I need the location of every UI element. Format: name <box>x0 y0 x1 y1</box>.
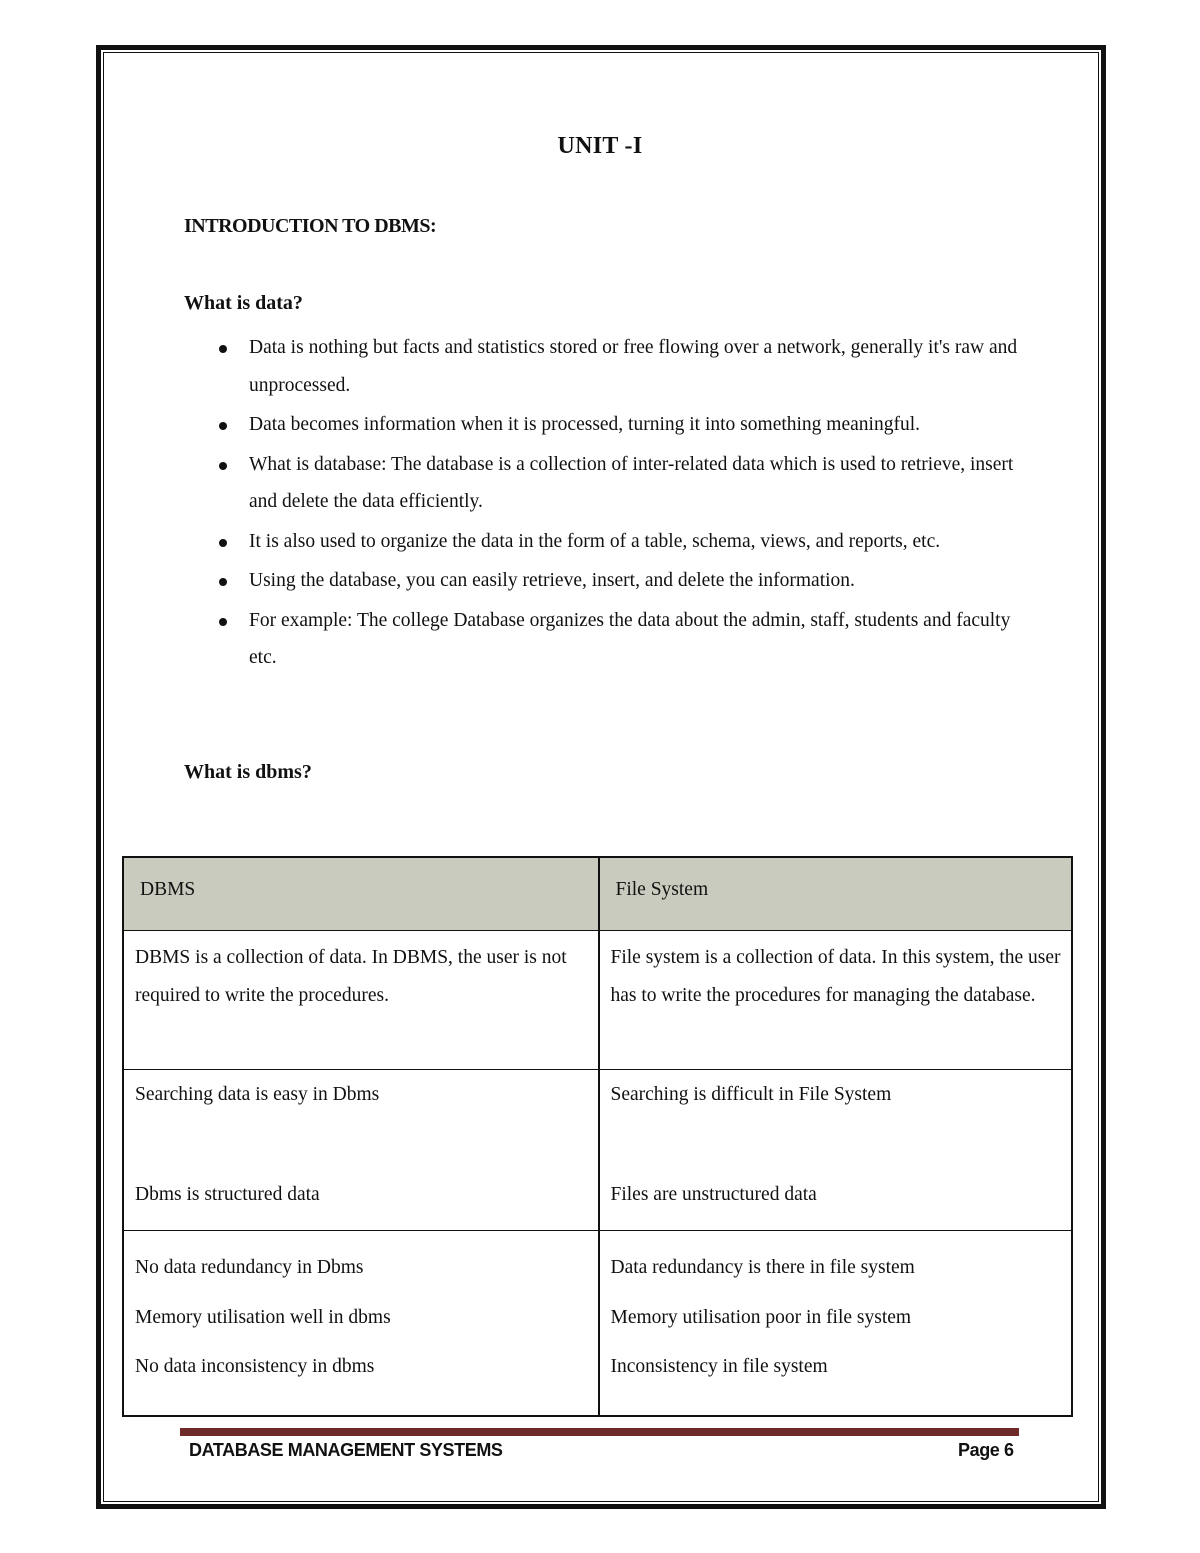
bullet-text: Data becomes information when it is processed, turning it into something meaningful. <box>249 414 920 435</box>
cell-line: Memory utilisation poor in file system <box>610 1306 912 1328</box>
cell-line: No data inconsistency in dbms <box>135 1356 375 1377</box>
what-is-dbms-heading: What is dbms? <box>184 761 312 783</box>
page-number: Page 6 <box>958 1440 1014 1460</box>
bullet-text: For example: The college Database organizes the data about the admin, staff, students and faculty etc. <box>249 609 1011 668</box>
bullet-dot-icon <box>219 345 227 353</box>
cell-line: Searching is difficult in File System <box>610 1084 892 1105</box>
bullet-item <box>214 406 1024 444</box>
table-cell-file-system <box>598 1070 1072 1230</box>
table-cell-file-system: File system is a collection of data. In this system, the user has to write the procedures for managing the database. <box>598 931 1072 1069</box>
data-bullet-list <box>214 329 1024 679</box>
cell-line: Files are unstructured data <box>610 1184 817 1205</box>
bullet-item <box>214 523 1024 561</box>
footer-title: DATABASE MANAGEMENT SYSTEMS <box>189 1440 503 1460</box>
cell-line: Data redundancy is there in file system <box>610 1257 915 1278</box>
bullet-text: It is also used to organize the data in the form of a table, schema, views, and reports, etc. <box>249 530 941 552</box>
bullet-item <box>214 602 1024 677</box>
cell-line: Memory utilisation well in dbms <box>135 1306 391 1328</box>
bullet-dot-icon <box>219 618 227 626</box>
bullet-dot-icon <box>219 539 227 547</box>
footer-rule <box>180 1428 1019 1436</box>
header-cell-file-system: File System <box>598 858 1072 930</box>
cell-line: No data redundancy in Dbms <box>135 1257 364 1278</box>
cell-line: Dbms is structured data <box>135 1184 320 1205</box>
table-header-row <box>124 858 1071 930</box>
bullet-text: Data is nothing but facts and statistics stored or free flowing over a network, generally it's raw and unprocessed. <box>249 337 1018 396</box>
intro-heading: INTRODUCTION TO DBMS: <box>184 215 437 237</box>
bullet-item <box>214 446 1024 521</box>
cell-line: Inconsistency in file system <box>610 1356 828 1377</box>
bullet-text: Using the database, you can easily retrieve, insert, and delete the information. <box>249 570 855 591</box>
header-cell-dbms: DBMS <box>140 879 196 900</box>
table-cell-dbms <box>124 1070 598 1230</box>
table-cell-dbms <box>124 1231 598 1415</box>
bullet-dot-icon <box>219 462 227 470</box>
table-row <box>124 930 1071 1069</box>
unit-title: UNIT -I <box>557 133 643 159</box>
table-cell-dbms: DBMS is a collection of data. In DBMS, the user is not required to write the procedures. <box>135 947 567 1006</box>
table-cell-file-system <box>598 1231 1072 1415</box>
bullet-item <box>214 329 1024 404</box>
bullet-text: What is database: The database is a collection of inter-related data which is used to retrieve, insert and delete the data efficiently. <box>249 453 1014 512</box>
bullet-dot-icon <box>219 422 227 430</box>
table-row <box>124 1069 1071 1230</box>
bullet-dot-icon <box>219 578 227 586</box>
dbms-vs-file-system-table <box>122 856 1073 1417</box>
bullet-item <box>214 562 1024 600</box>
what-is-data-heading: What is data? <box>184 292 303 314</box>
cell-line: Searching data is easy in Dbms <box>135 1084 380 1105</box>
table-row <box>124 1230 1071 1415</box>
